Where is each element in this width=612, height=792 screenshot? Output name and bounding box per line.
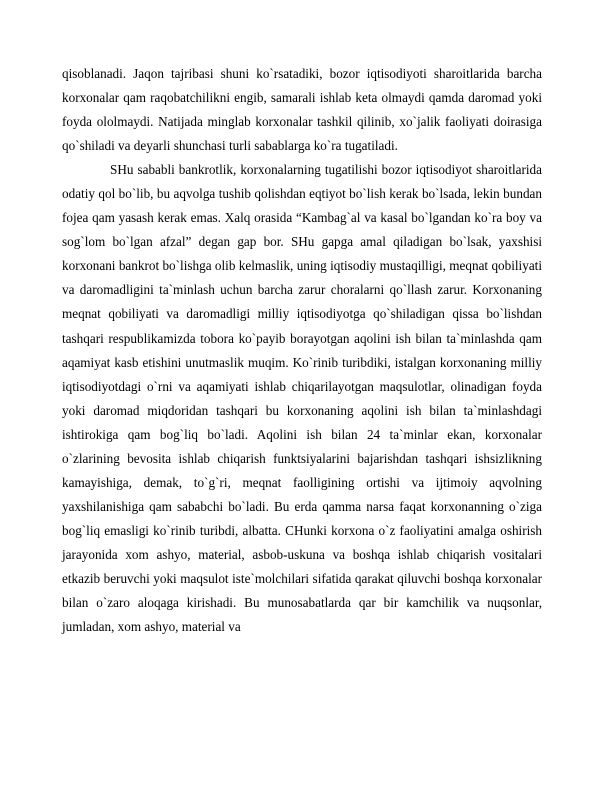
paragraph-1: qisoblanadi. Jaqon tajribasi shuni ko`rsatadiki, bozor iqtisodiyoti sharoitlarida barcha korxonalar qam raqobatchilikni engib, samarali ishlab keta olmaydi qamda daromad yoki foyda ololmaydi. Natijada minglab korxonalar tashkil qilinib, xo`jalik faoliyati doirasiga qo`shiladi va deyarli shunchasi turli sabablarga ko`ra tugatiladi. <box>62 66 542 154</box>
paragraph-2: SHu sababli bankrotlik, korxonalarning tugatilishi bozor iqtisodiyot sharoitlarida odatiy qol bo`lib, bu aqvolga tushib qolishdan eqtiyot bo`lish kerak bo`lsada, lekin bundan fojea qam yasash kerak emas. Xalq orasida “Kambag`al va kasal bo`lgandan ko`ra boy va sog`lom bo`lgan afzal” degan gap bor. SHu gapga amal qiladigan bo`lsak, yaxshisi korxonani bankrot bo`lishga olib kelmaslik, uning iqtisodiy mustaqilligi, meqnat qobiliyati va daromadligini ta`minlash uchun barcha zarur choralarni qo`llash zarur. Korxonaning meqnat qobiliyati va daromadligi milliy iqtisodiyotga qo`shiladigan qissa bo`lishdan tashqari respublikamizda tobora ko`payib borayotgan aqolini ish bilan ta`minlashda qam aqamiyat kasb etishini unutmaslik muqim. Ko`rinib turibdiki, istalgan korxonaning milliy iqtisodiyotdagi o`rni va aqamiyati ishlab chiqarilayotgan maqsulotlar, olinadigan foyda yoki daromad miqdoridan tashqari bu korxonaning aqolini ish bilan ta`minlashdagi ishtirokiga qam bog`liq bo`ladi. Aqolini ish bilan 24 ta`minlar ekan, korxonalar o`zlarining bevosita ishlab chiqarish funktsiyalarini bajarishdan tashqari ishsizlikning kamayishiga, demak, to`g`ri, meqnat faolligining ortishi va ijtimoiy aqvolning yaxshilanishiga qam sababchi bo`ladi. Bu erda qamma narsa faqat korxonanning o`ziga bog`liq emasligi ko`rinib turibdi, albatta. CHunki korxona o`z faoliyatini amalga oshirish jarayonida xom ashyo, material, asbob-uskuna va boshqa ishlab chiqarish vositalari etkazib beruvchi yoki maqsulot iste`molchilari sifatida qarakat qiluvchi boshqa korxonalar bilan o`zaro aloqaga kirishadi. Bu munosabatlarda qar bir kamchilik va nuqsonlar, jumladan, xom ashyo, material va <box>62 162 542 635</box>
document-page <box>62 62 542 639</box>
